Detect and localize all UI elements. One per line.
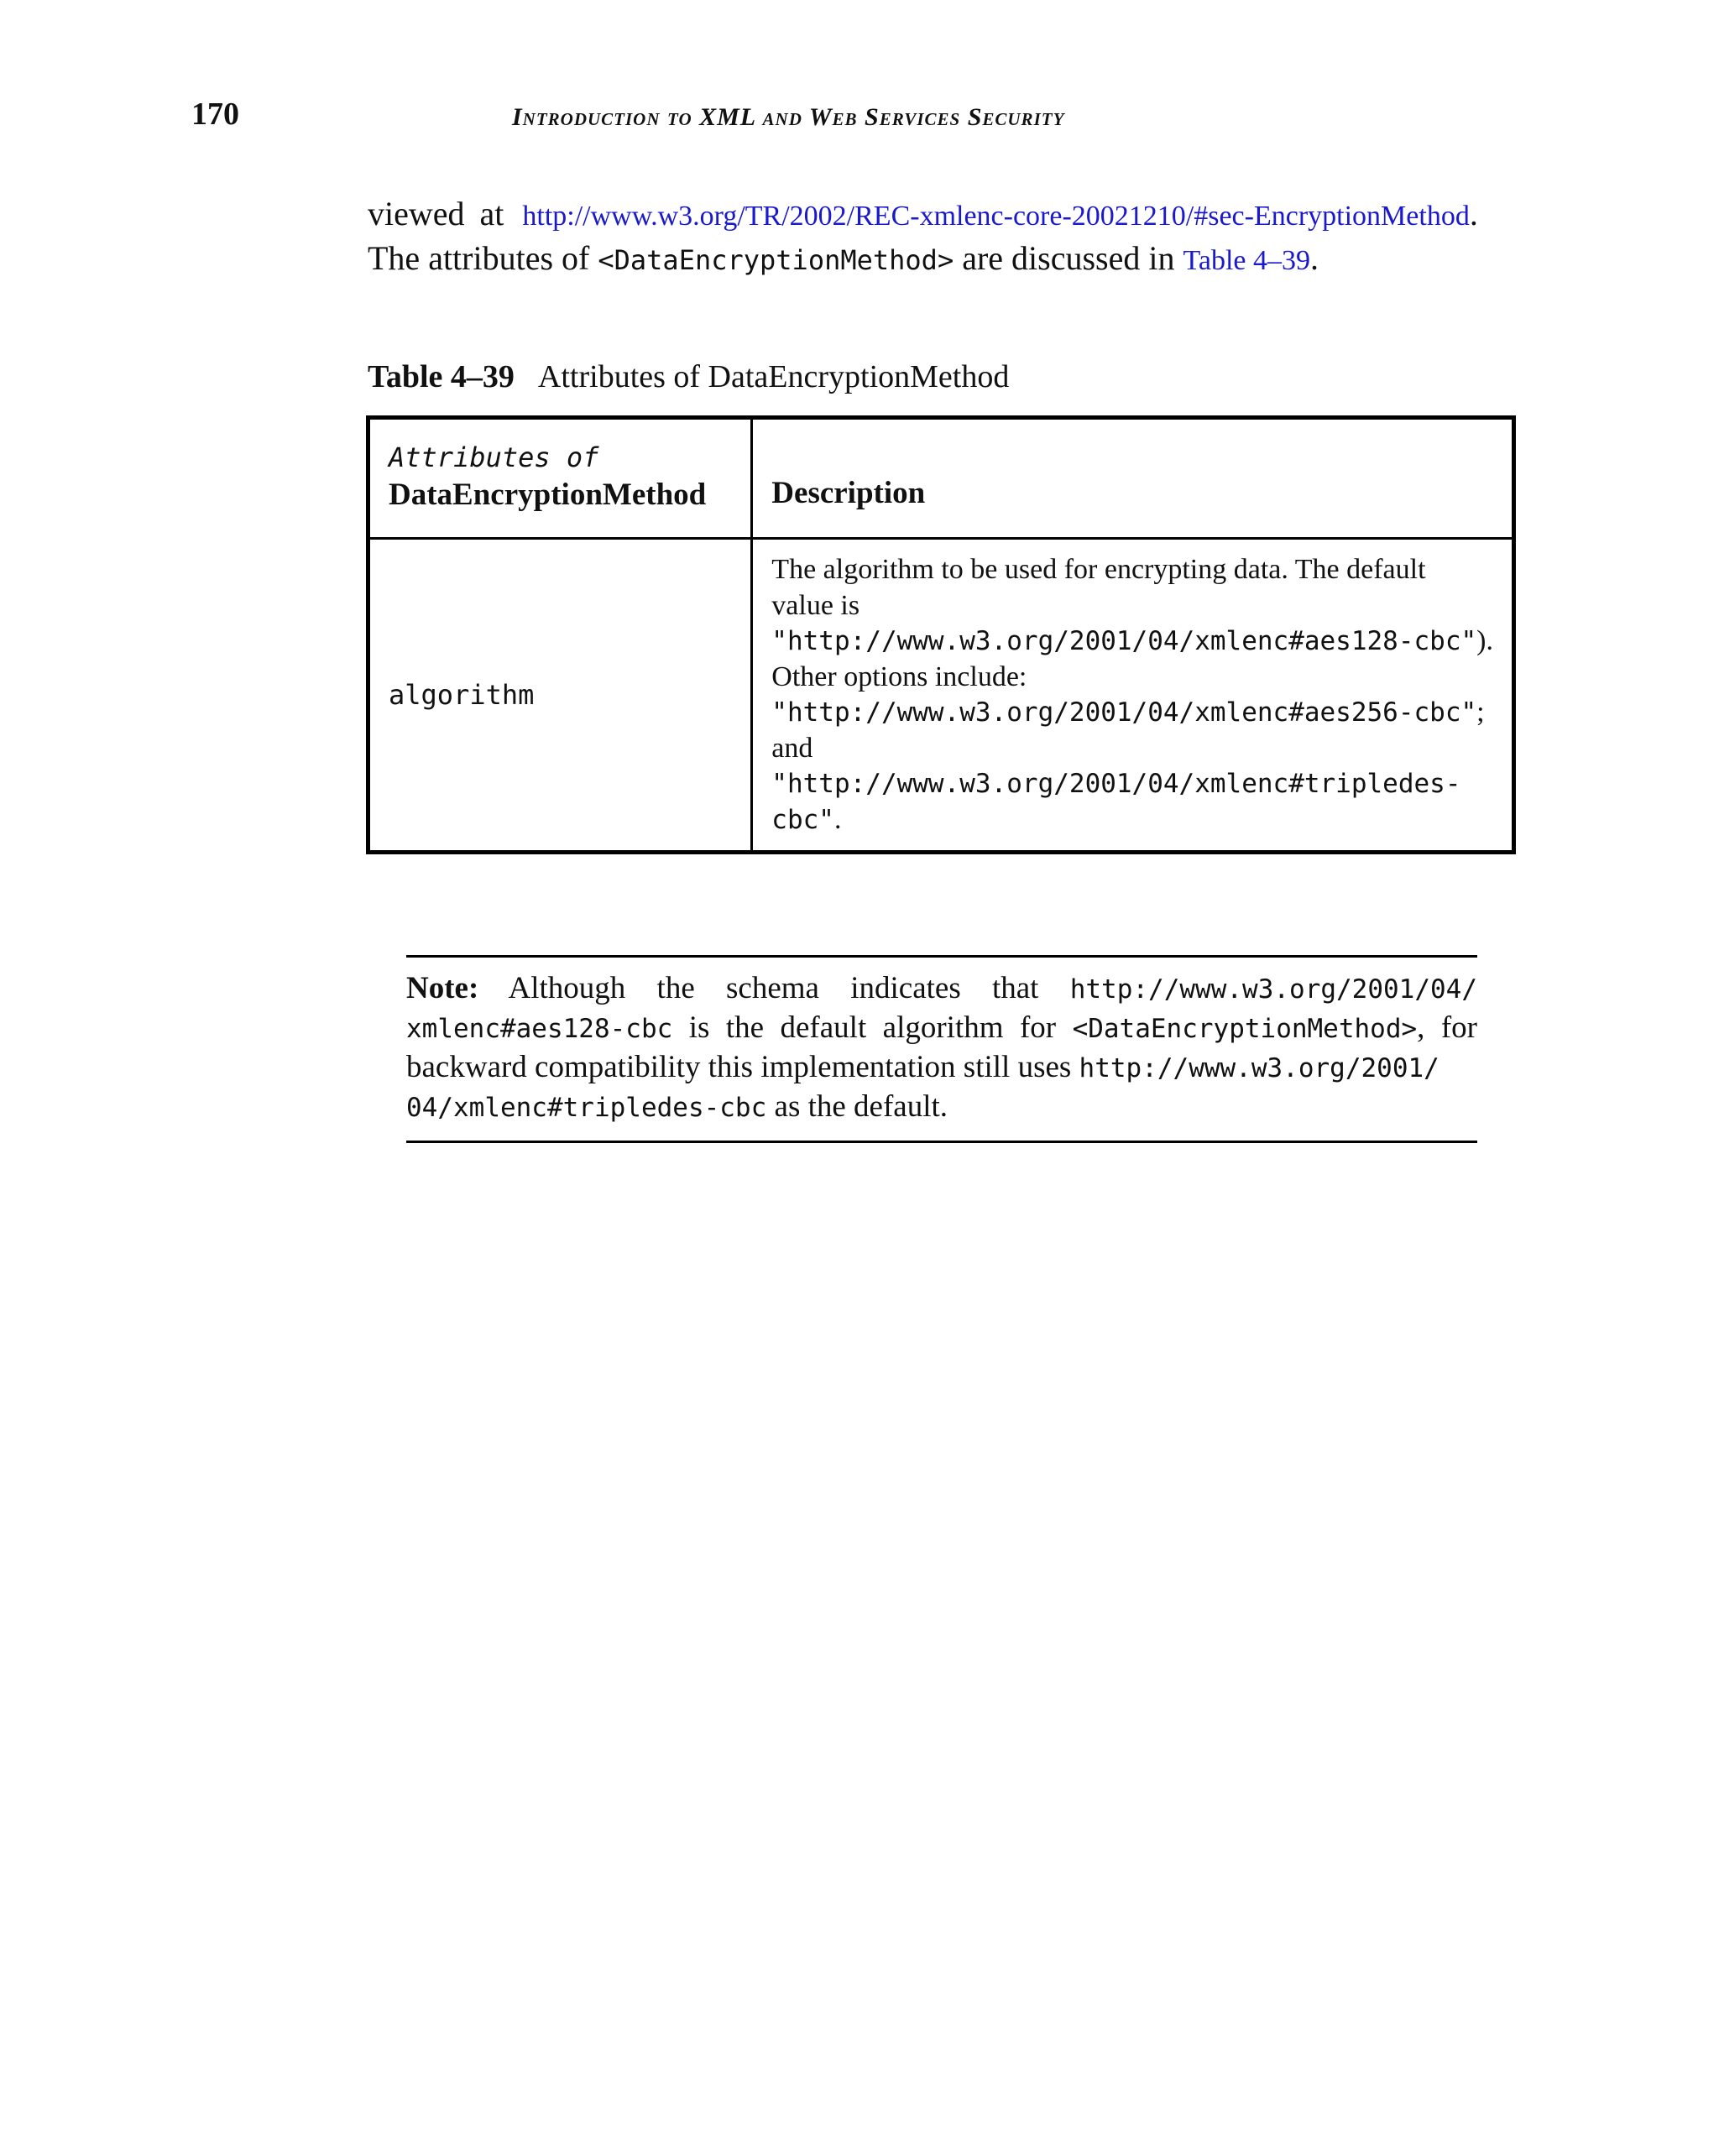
- description-line: [771, 695, 1493, 731]
- table-reference-link[interactable]: Table 4–39: [1183, 245, 1310, 276]
- description-line: [771, 766, 1493, 802]
- description-line: value is: [771, 589, 860, 621]
- note-line-1: [406, 969, 1477, 1009]
- body-text: at: [479, 195, 504, 232]
- body-text: The attributes of: [368, 239, 598, 277]
- header-attribute-bold: DataEncryptionMethod: [389, 478, 707, 512]
- cell-description: [752, 539, 1514, 853]
- description-line: [771, 802, 1493, 838]
- note-inline: [1073, 1010, 1477, 1045]
- note-code: xmlenc#aes128-cbc: [406, 1014, 673, 1044]
- table-caption-text: Attributes of DataEncryptionMethod: [537, 359, 1010, 394]
- code-uri: "http://www.w3.org/2001/04/xmlenc#aes128-cbc": [771, 626, 1477, 656]
- table-caption: [368, 356, 1009, 398]
- description-text: ;: [1476, 697, 1485, 728]
- note-code: 04/xmlenc#tripledes-cbc: [406, 1093, 767, 1123]
- body-paragraph: [368, 193, 1518, 282]
- running-title-text: Introduction to XML and Web Services Security: [512, 103, 1065, 131]
- header-cell-attribute: [368, 418, 752, 539]
- note-text: as the default.: [766, 1089, 948, 1124]
- note-text: , for: [1417, 1010, 1478, 1045]
- table-header-row: [368, 418, 1514, 539]
- body-text: viewed: [368, 195, 465, 232]
- description-line: Other options include:: [771, 660, 1027, 692]
- note-line-2: [406, 1009, 1477, 1048]
- body-text: .: [1310, 239, 1319, 277]
- code-uri: cbc": [771, 804, 834, 835]
- body-text: are discussed in: [954, 239, 1183, 277]
- header-description: Description: [771, 476, 926, 510]
- note-code: <DataEncryptionMethod>: [1072, 1014, 1418, 1044]
- header-attribute-italic: Attributes of: [389, 441, 599, 473]
- note-text: is the default algorithm for: [688, 1010, 1057, 1045]
- note-text: Although the schema indicates that: [508, 971, 1039, 1005]
- description-line: The algorithm to be used for encrypting data. The default: [771, 554, 1426, 585]
- page-number: 170: [191, 97, 239, 132]
- cell-attribute-name: algorithm: [368, 539, 752, 853]
- note-code: http://www.w3.org/2001/04/: [1069, 974, 1477, 1005]
- body-line-1: [368, 193, 1518, 238]
- attributes-table: [366, 415, 1516, 854]
- table-row: [368, 539, 1514, 853]
- code-element-name: <DataEncryptionMethod>: [598, 244, 954, 276]
- body-line-2: [368, 238, 1518, 282]
- note-line-4: [406, 1088, 1477, 1127]
- encryption-method-link[interactable]: http://www.w3.org/TR/2002/REC-xmlenc-core-20021210/#sec-EncryptionMethod: [522, 201, 1470, 232]
- note-code: http://www.w3.org/2001/: [1079, 1053, 1439, 1083]
- code-uri: "http://www.w3.org/2001/04/xmlenc#aes256-cbc": [771, 697, 1477, 728]
- note-line-3: [406, 1048, 1477, 1088]
- note-text: backward compatibility this implementation still uses: [406, 1050, 1079, 1084]
- description-line: and: [771, 732, 813, 764]
- description-line: [771, 624, 1493, 660]
- note-box: [406, 955, 1477, 1143]
- description-text: ).: [1476, 625, 1493, 656]
- body-text: .: [1469, 195, 1478, 232]
- code-uri: "http://www.w3.org/2001/04/xmlenc#tripledes-: [771, 769, 1461, 799]
- table-caption-label: Table 4–39: [368, 359, 515, 394]
- description-text: .: [833, 803, 842, 835]
- running-title: [512, 101, 1064, 134]
- note-label: Note:: [406, 971, 479, 1005]
- header-cell-description: [752, 418, 1514, 539]
